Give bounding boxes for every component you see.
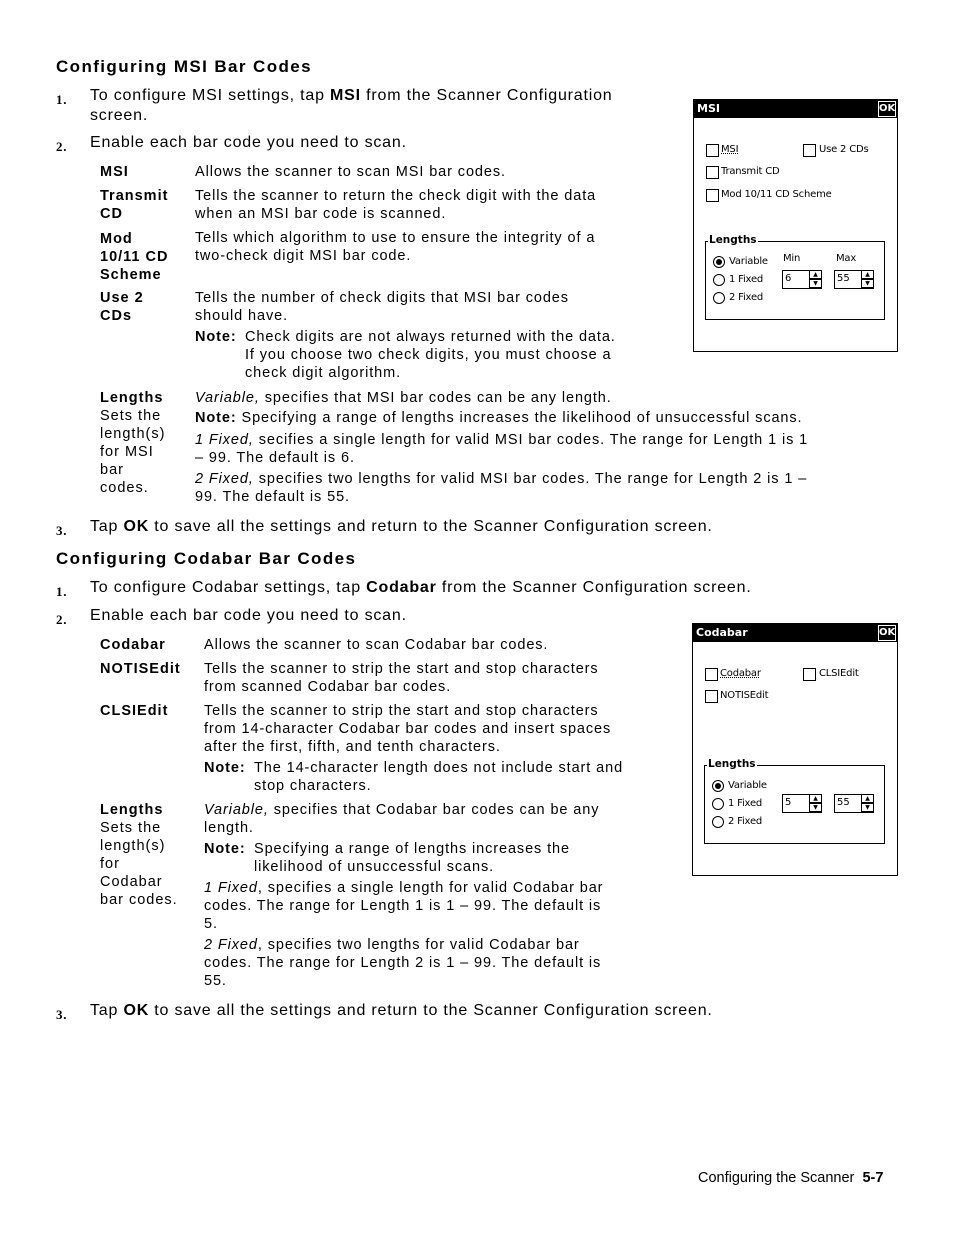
mod-cd-scheme-checkbox[interactable] [706, 189, 719, 202]
def-transmit-cd: Tells the scanner to return the check digit with the data when an MSI bar code is scanned. [195, 188, 597, 222]
note-text: The 14-character length does not include start and stop characters. [254, 760, 624, 794]
note-text: Check digits are not always returned with the data. If you choose two check digits, you must choose a check digit algorithm. [245, 329, 616, 381]
use-2-cds-checkbox[interactable] [803, 144, 816, 157]
note-lengths-msi: Note: Specifying a range of lengths increases the likelihood of unsuccessful scans. [195, 410, 803, 426]
1-fixed-radio-label: 1 Fixed [729, 274, 764, 285]
variable-radio[interactable] [712, 780, 724, 792]
term-mod-cd-scheme: Mod 10/11 CD Scheme [100, 231, 169, 283]
term-clsiedit: CLSIEdit [100, 703, 169, 719]
codabar-dialog [692, 623, 898, 876]
clsiedit-label: CLSIEdit [819, 668, 859, 679]
max-length-spinner[interactable] [834, 270, 874, 289]
def-mod-cd-scheme: Tells which algorithm to use to ensure the integrity of a two-check digit MSI bar code. [195, 230, 596, 264]
spin-up-icon[interactable]: ▲ [809, 794, 822, 803]
term-notisedit: NOTISEdit [100, 661, 181, 677]
msi-section-heading: Configuring MSI Bar Codes [56, 57, 312, 76]
note-label: Note: [204, 841, 246, 857]
page-number: 5-7 [862, 1170, 884, 1186]
step-number: 3. [56, 523, 68, 538]
codabar-section-heading: Configuring Codabar Bar Codes [56, 549, 357, 568]
footer-text: Configuring the Scanner [698, 1170, 855, 1186]
msi-dialog [693, 99, 898, 352]
min-length-spinner[interactable] [782, 270, 822, 289]
def-lengths-1fixed: 1 Fixed, secifies a single length for valid MSI bar codes. The range for Length 1 is 1 – 99. The default is 6. [195, 432, 809, 466]
msi-checkbox[interactable] [706, 144, 719, 157]
step-text: To configure Codabar settings, tap Codabar from the Scanner Configuration screen. [90, 579, 752, 596]
dialog-title-bar [693, 624, 897, 642]
1-fixed-radio-label: 1 Fixed [728, 798, 763, 809]
note-label: Note: [204, 760, 246, 776]
1-fixed-radio[interactable] [712, 798, 724, 810]
step-number: 2. [56, 612, 68, 627]
variable-radio-label: Variable [729, 256, 768, 267]
clsiedit-checkbox[interactable] [803, 668, 816, 681]
notisedit-label: NOTISEdit [720, 690, 769, 701]
def-lengths-variable: Variable, specifies that MSI bar codes can be any length. [195, 390, 612, 406]
variable-radio[interactable] [713, 256, 725, 268]
variable-radio-label: Variable [728, 780, 767, 791]
term-codabar: Codabar [100, 637, 166, 653]
note-lengths-codabar [204, 840, 570, 875]
lengths-group [704, 758, 885, 844]
def-codabar-variable: Variable, specifies that Codabar bar codes can be any length. [204, 802, 600, 836]
step-number: 1. [56, 584, 68, 599]
max-length-value: 55 [837, 273, 850, 284]
transmit-cd-label: Transmit CD [721, 166, 780, 177]
def-codabar-1fixed: 1 Fixed, specifies a single length for valid Codabar bar codes. The range for Length 1 is 1 – 99. The default is 5. [204, 880, 604, 932]
min-label: Min [783, 253, 801, 264]
note-use-2-cds [195, 328, 616, 381]
max-length-value: 55 [837, 797, 850, 808]
step-text: Enable each bar code you need to scan. [90, 607, 407, 624]
term-transmit-cd: Transmit CD [100, 188, 169, 222]
def-clsiedit: Tells the scanner to strip the start and stop characters from 14-character Codabar bar codes and insert spaces after the first, fifth, and tenth characters. [204, 703, 612, 755]
min-length-value: 6 [785, 273, 792, 284]
note-clsiedit [204, 759, 624, 794]
2-fixed-radio-label: 2 Fixed [729, 292, 764, 303]
def-codabar-2fixed: 2 Fixed, specifies two lengths for valid Codabar bar codes. The range for Length 2 is 1 – 99. The default is 55. [204, 937, 602, 989]
spin-up-icon[interactable]: ▲ [861, 794, 874, 803]
def-notisedit: Tells the scanner to strip the start and stop characters from scanned Codabar bar codes. [204, 661, 599, 695]
step-number: 1. [56, 92, 68, 107]
max-length-spinner[interactable] [834, 794, 874, 813]
1-fixed-radio[interactable] [713, 274, 725, 286]
dialog-title-bar [694, 100, 897, 118]
def-use-2-cds: Tells the number of check digits that MSI bar codes should have. [195, 290, 569, 324]
term-lengths-codabar: Lengths Sets the length(s) for Codabar bar codes. [100, 802, 178, 908]
2-fixed-radio[interactable] [712, 816, 724, 828]
2-fixed-radio[interactable] [713, 292, 725, 304]
spin-down-icon[interactable]: ▼ [809, 803, 822, 812]
note-text: Specifying a range of lengths increases the likelihood of unsuccessful scans. [254, 841, 570, 875]
min-length-spinner[interactable] [782, 794, 822, 813]
max-label: Max [836, 253, 857, 264]
use-2-cds-label: Use 2 CDs [819, 144, 869, 155]
notisedit-checkbox[interactable] [705, 690, 718, 703]
spin-up-icon[interactable]: ▲ [809, 270, 822, 279]
lengths-group-title: Lengths [709, 234, 757, 246]
term-msi: MSI [100, 164, 129, 180]
def-msi: Allows the scanner to scan MSI bar codes. [195, 164, 506, 180]
spin-down-icon[interactable]: ▼ [861, 803, 874, 812]
spin-down-icon[interactable]: ▼ [861, 279, 874, 288]
dialog-title: MSI [697, 102, 720, 115]
def-lengths-2fixed: 2 Fixed, specifies two lengths for valid MSI bar codes. The range for Length 2 is 1 – 99. The default is 55. [195, 471, 808, 505]
step-number: 2. [56, 139, 68, 154]
dialog-title: Codabar [696, 626, 748, 639]
spin-up-icon[interactable]: ▲ [861, 270, 874, 279]
msi-checkbox-label: MSI [721, 144, 739, 155]
ok-button[interactable]: OK [878, 625, 896, 641]
note-label: Note: [195, 329, 237, 345]
spin-down-icon[interactable]: ▼ [809, 279, 822, 288]
step-text: Tap OK to save all the settings and return to the Scanner Configuration screen. [90, 1002, 713, 1019]
def-codabar: Allows the scanner to scan Codabar bar codes. [204, 637, 549, 653]
lengths-group-title: Lengths [708, 758, 756, 770]
step-text: Tap OK to save all the settings and return to the Scanner Configuration screen. [90, 518, 713, 535]
step-text: Enable each bar code you need to scan. [90, 134, 407, 151]
2-fixed-radio-label: 2 Fixed [728, 816, 763, 827]
page-footer [698, 1170, 883, 1186]
term-use-2-cds: Use 2 CDs [100, 290, 144, 324]
lengths-group [705, 234, 885, 320]
step-number: 3. [56, 1007, 68, 1022]
step-text-line2: screen. [90, 107, 149, 124]
term-lengths-msi: Lengths Sets the length(s) for MSI bar codes. [100, 390, 166, 496]
step-text: To configure MSI settings, tap MSI from the Scanner Configuration [90, 87, 613, 104]
transmit-cd-checkbox[interactable] [706, 166, 719, 179]
ok-button[interactable]: OK [878, 101, 896, 117]
codabar-checkbox-label: Codabar [720, 668, 761, 679]
codabar-checkbox[interactable] [705, 668, 718, 681]
min-length-value: 5 [785, 797, 792, 808]
mod-cd-scheme-label: Mod 10/11 CD Scheme [721, 189, 832, 200]
